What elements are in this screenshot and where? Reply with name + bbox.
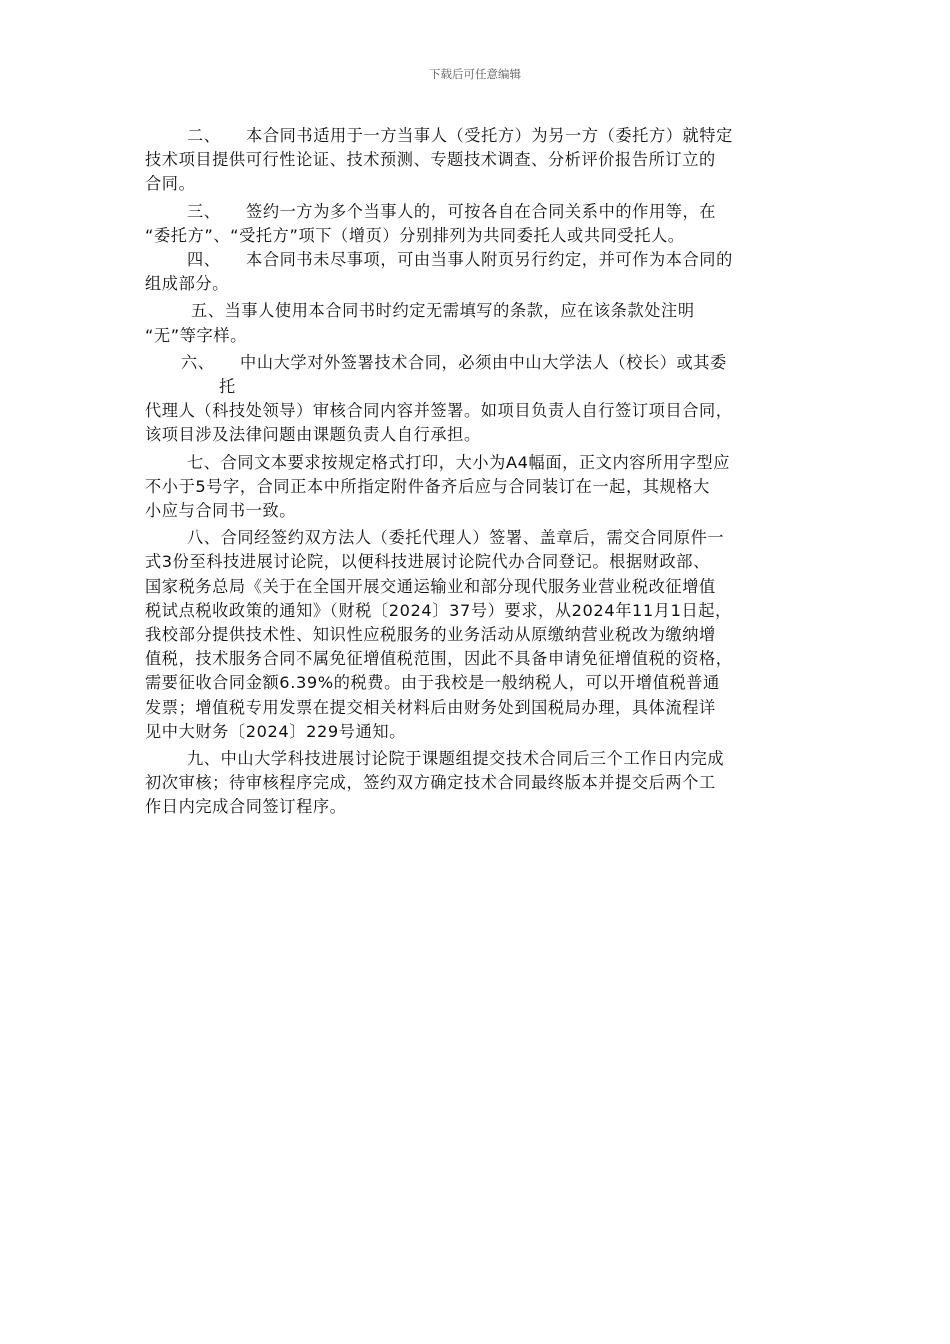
clause-line: 三、 签约一方为多个当事人的，可按各自在合同关系中的作用等，在 <box>187 201 717 221</box>
clause-line: “委托方”、“受托方”项下（增页）分别排列为共同委托人或共同受托人。 <box>145 225 685 245</box>
clause-4 <box>145 248 805 296</box>
clause-line: 该项目涉及法律问题由课题负责人自行承担。 <box>145 425 481 445</box>
clause-line: 税试点税收政策的通知》（财税〔2024〕37号）要求，从2024年11月1日起， <box>145 600 732 620</box>
clause-3 <box>145 200 805 248</box>
clause-line: 七、合同文本要求按规定格式打印，大小为A4幅面，正文内容所用字型应 <box>187 452 730 472</box>
clause-5 <box>145 299 805 347</box>
clause-6 <box>145 351 805 448</box>
clause-line: 技术项目提供可行性论证、技术预测、专题技术调查、分析评价报告所订立的 <box>145 150 716 170</box>
clause-line: 发票；增值税专用发票在提交相关材料后由财务处到国税局办理，具体流程详 <box>145 697 716 717</box>
clause-line: 组成部分。 <box>145 274 229 294</box>
clause-line: 值税，技术服务合同不属免征增值税范围，因此不具备申请免征增值税的资格， <box>145 649 733 669</box>
clause-line: 作日内完成合同签订程序。 <box>145 797 347 817</box>
clause-8 <box>145 526 805 744</box>
clause-line: 不小于5号字，合同正本中所指定附件备齐后应与合同装订在一起，其规格大 <box>145 476 710 496</box>
clause-line: 九、中山大学科技进展讨论院于课题组提交技术合同后三个工作日内完成 <box>187 749 725 769</box>
clause-line: 四、 本合同书未尽事项，可由当事人附页另行约定，并可作为本合同的 <box>187 250 733 270</box>
clause-line: 合同。 <box>145 174 196 194</box>
clause-line: 二、 本合同书适用于一方当事人（受托方）为另一方（委托方）就特定 <box>187 126 733 145</box>
page-header: 下载后可任意编辑 <box>429 67 521 81</box>
clause-line: 国家税务总局《关于在全国开展交通运输业和部分现代服务业营业税改征增值 <box>145 576 716 596</box>
clause-line: 小应与合同书一致。 <box>145 501 297 521</box>
clause-line: 我校部分提供技术性、知识性应税服务的业务活动从原缴纳营业税改为缴纳增 <box>145 625 716 645</box>
clause-7 <box>145 451 805 524</box>
document-body <box>145 124 805 820</box>
clause-line: 五、当事人使用本合同书时约定无需填写的条款，应在该条款处注明 <box>191 301 695 321</box>
clause-line: 代理人（科技处领导）审核合同内容并签署。如项目负责人自行签订项目合同， <box>145 401 733 421</box>
clause-2 <box>145 124 805 197</box>
clause-line: 见中大财务〔2024〕229号通知。 <box>145 721 406 741</box>
clause-line: 初次审核；待审核程序完成，签约双方确定技术合同最终版本并提交后两个工 <box>145 773 716 793</box>
clause-line: “无”等字样。 <box>145 325 247 345</box>
clause-line: 式3份至科技进展讨论院，以便科技进展讨论院代办合同登记。根据财政部、 <box>145 552 710 572</box>
clause-line: 需要征收合同金额6.39%的税费。由于我校是一般纳税人，可以开增值税普通 <box>145 673 720 693</box>
clause-line: 六、 中山大学对外签署技术合同，必须由中山大学法人（校长）或其委 <box>181 352 727 372</box>
clause-line: 八、合同经签约双方法人（委托代理人）签署、盖章后，需交合同原件一 <box>187 528 725 548</box>
clause-9 <box>145 747 805 820</box>
clause-line: 托 <box>219 377 236 397</box>
